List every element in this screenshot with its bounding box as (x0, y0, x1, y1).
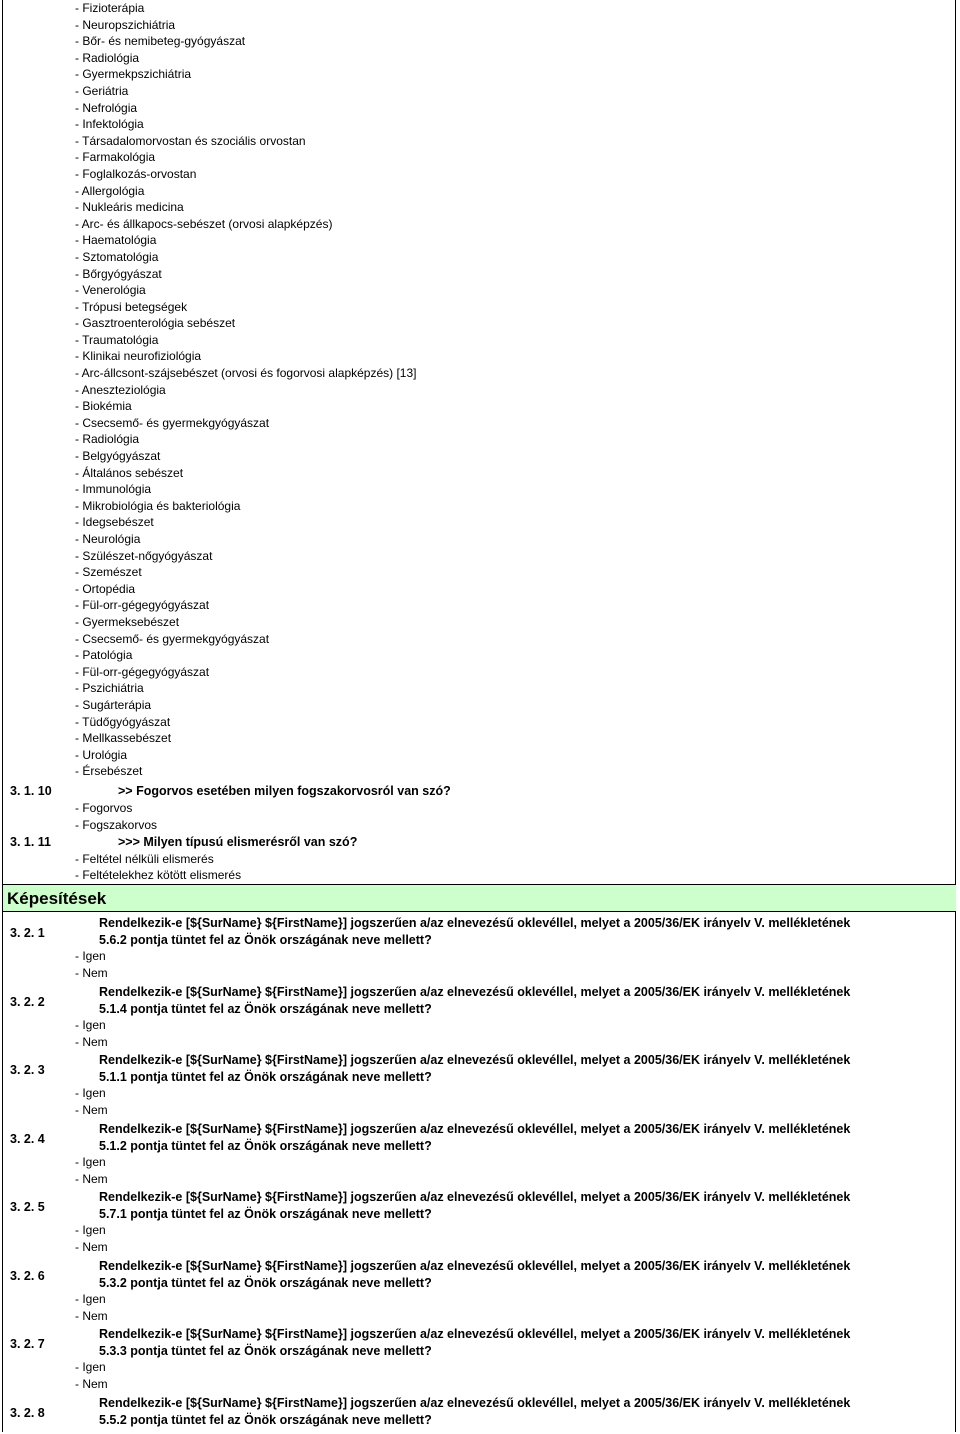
question-number: 3. 2. 4 (10, 1131, 45, 1146)
specialty-item[interactable]: - Mikrobiológia és bakteriológia (75, 498, 241, 513)
specialty-item[interactable]: - Fizioterápia (75, 1, 145, 15)
option-yes[interactable]: - Igen (75, 949, 106, 963)
specialty-item[interactable]: - Geriátria (75, 83, 129, 98)
option-no[interactable]: - Nem (75, 1103, 108, 1117)
specialty-item[interactable]: - Traumatológia (75, 332, 159, 347)
question-text (99, 1395, 949, 1429)
specialty-item[interactable]: - Belgyógyászat (75, 449, 161, 464)
specialty-item[interactable]: - Szemészet (75, 565, 142, 580)
question-3-1-11 (10, 835, 357, 849)
option-yes[interactable]: - Igen (75, 1223, 106, 1237)
specialty-item[interactable]: - Társadalomorvostan és szociális orvostan (75, 133, 306, 148)
specialty-item[interactable]: - Venerológia (75, 283, 146, 298)
question-text-line1: Rendelkezik-e [${SurName} ${FirstName}] jogszerűen a/az elnevezésű oklevéllel, melyet a 2005/36/EK irányelv V. mellékletének (99, 1053, 851, 1067)
question-number: 3. 2. 8 (10, 1405, 45, 1420)
specialty-item[interactable]: - Farmakológia (75, 150, 156, 165)
question-number: 3. 2. 1 (10, 926, 45, 940)
question-text (99, 915, 949, 949)
specialty-item[interactable]: - Gasztroenterológia sebészet (75, 316, 236, 331)
specialty-item[interactable]: - Idegsebészet (75, 515, 154, 530)
option-unconditional[interactable]: - Feltétel nélküli elismerés (75, 852, 214, 866)
question-text-line1: Rendelkezik-e [${SurName} ${FirstName}] jogszerűen a/az elnevezésű oklevéllel, melyet a 2005/36/EK irányelv V. mellékletének (99, 916, 851, 930)
question-text-line1: Rendelkezik-e [${SurName} ${FirstName}] jogszerűen a/az elnevezésű oklevéllel, melyet a 2005/36/EK irányelv V. mellékletének (99, 984, 851, 999)
specialty-item[interactable]: - Klinikai neurofiziológia (75, 349, 202, 364)
specialty-item[interactable]: - Trópusi betegségek (75, 299, 188, 314)
specialty-item[interactable]: - Ortopédia (75, 581, 136, 596)
question-number: 3. 2. 2 (10, 994, 45, 1009)
question-text-line1: Rendelkezik-e [${SurName} ${FirstName}] jogszerűen a/az elnevezésű oklevéllel, melyet a 2005/36/EK irányelv V. mellékletének (99, 1395, 851, 1410)
option-yes[interactable]: - Igen (75, 1360, 106, 1374)
specialty-item[interactable]: - Patológia (75, 648, 133, 663)
specialty-item[interactable]: - Haematológia (75, 233, 157, 248)
specialty-item[interactable]: - Urológia (75, 747, 128, 762)
specialty-item[interactable]: - Immunológia (75, 482, 152, 497)
question-text-line2: 5.1.1 pontja tüntet fel az Önök országának neve mellett? (99, 1070, 432, 1084)
question-text-line1: Rendelkezik-e [${SurName} ${FirstName}] jogszerűen a/az elnevezésű oklevéllel, melyet a 2005/36/EK irányelv V. mellékletének (99, 1190, 851, 1204)
specialty-item[interactable]: - Sugárterápia (75, 697, 152, 712)
question-text: >>> Milyen típusú elismerésről van szó? (118, 835, 358, 849)
question-number: 3. 2. 3 (10, 1063, 45, 1077)
specialty-item[interactable]: - Biokémia (75, 399, 132, 414)
option-fogorvos[interactable]: - Fogorvos (75, 801, 133, 815)
specialty-item[interactable]: - Aneszteziológia (75, 382, 166, 397)
specialty-item[interactable]: - Tüdőgyógyászat (75, 714, 171, 729)
question-text (99, 984, 949, 1018)
option-no[interactable]: - Nem (75, 1377, 108, 1391)
question-text-line1: Rendelkezik-e [${SurName} ${FirstName}] jogszerűen a/az elnevezésű oklevéllel, melyet a 2005/36/EK irányelv V. mellékletének (99, 1327, 851, 1341)
specialty-item[interactable]: - Sztomatológia (75, 249, 159, 264)
specialty-item[interactable]: - Csecsemő- és gyermekgyógyászat (75, 415, 270, 430)
question-text-line2: 5.6.2 pontja tüntet fel az Önök országának neve mellett? (99, 933, 432, 947)
specialty-item[interactable]: - Arc- és állkapocs-sebészet (orvosi alapképzés) (75, 216, 333, 231)
specialty-item[interactable]: - Bőrgyógyászat (75, 266, 162, 281)
question-text-line2: 5.1.4 pontja tüntet fel az Önök országának neve mellett? (99, 1001, 432, 1016)
question-text (99, 1258, 949, 1292)
question-number: 3. 2. 7 (10, 1337, 45, 1351)
option-no[interactable]: - Nem (75, 1240, 108, 1254)
specialty-item[interactable]: - Általános sebészet (75, 465, 184, 480)
question-text (99, 1326, 949, 1360)
specialty-item[interactable]: - Fül-orr-gégegyógyászat (75, 664, 210, 679)
specialty-item[interactable]: - Pszichiátria (75, 681, 144, 696)
specialty-item[interactable]: - Nukleáris medicina (75, 200, 184, 215)
specialty-item[interactable]: - Csecsemő- és gyermekgyógyászat (75, 631, 270, 646)
option-no[interactable]: - Nem (75, 1308, 108, 1323)
specialty-item[interactable]: - Fül-orr-gégegyógyászat (75, 598, 210, 613)
question-text-line1: Rendelkezik-e [${SurName} ${FirstName}] jogszerűen a/az elnevezésű oklevéllel, melyet a 2005/36/EK irányelv V. mellékletének (99, 1121, 851, 1136)
question-text (99, 1121, 949, 1155)
option-yes[interactable]: - Igen (75, 1154, 106, 1169)
specialty-item[interactable]: - Neurológia (75, 532, 141, 546)
specialty-item[interactable]: - Szülészet-nőgyógyászat (75, 548, 213, 563)
question-text-line1: Rendelkezik-e [${SurName} ${FirstName}] jogszerűen a/az elnevezésű oklevéllel, melyet a 2005/36/EK irányelv V. mellékletének (99, 1258, 851, 1273)
question-number: 3. 2. 6 (10, 1268, 45, 1283)
specialty-item[interactable]: - Infektológia (75, 117, 144, 132)
option-no[interactable]: - Nem (75, 966, 108, 980)
question-number: 3. 1. 11 (10, 835, 52, 849)
question-text-line2: 5.3.2 pontja tüntet fel az Önök országának neve mellett? (99, 1275, 432, 1290)
specialty-list (75, 0, 416, 780)
question-text-line2: 5.7.1 pontja tüntet fel az Önök országának neve mellett? (99, 1207, 432, 1221)
option-conditional[interactable]: - Feltételekhez kötött elismerés (75, 868, 242, 882)
option-no[interactable]: - Nem (75, 1171, 108, 1186)
option-yes[interactable]: - Igen (75, 1017, 106, 1032)
specialty-item[interactable]: - Gyermeksebészet (75, 614, 180, 629)
specialty-item[interactable]: - Mellkassebészet (75, 731, 172, 746)
question-text (99, 1052, 949, 1086)
specialty-item[interactable]: - Foglalkozás-orvostan (75, 166, 197, 181)
specialty-item[interactable]: - Gyermekpszichiátria (75, 67, 192, 82)
question-number: 3. 2. 5 (10, 1200, 45, 1214)
specialty-item[interactable]: - Érsebészet (75, 764, 143, 779)
question-text: >> Fogorvos esetében milyen fogszakorvosról van szó? (118, 784, 451, 798)
question-text-line2: 5.3.3 pontja tüntet fel az Önök országának neve mellett? (99, 1344, 432, 1358)
option-fogszakorvos[interactable]: - Fogszakorvos (75, 818, 158, 832)
question-3-1-10 (10, 784, 451, 798)
option-no[interactable]: - Nem (75, 1034, 108, 1049)
specialty-item[interactable]: - Arc-állcsont-szájsebészet (orvosi és fogorvosi alapképzés) [13] (75, 366, 417, 381)
question-text-line2: 5.1.2 pontja tüntet fel az Önök országának neve mellett? (99, 1138, 432, 1153)
specialty-item[interactable]: - Radiológia (75, 432, 140, 447)
specialty-item[interactable]: - Bőr- és nemibeteg-gyógyászat (75, 34, 246, 49)
section-title-qualifications: Képesítések (3, 884, 956, 912)
specialty-item[interactable]: - Neuropszichiátria (75, 17, 176, 32)
specialty-item[interactable]: - Nefrológia (75, 100, 138, 115)
question-text-line2: 5.5.2 pontja tüntet fel az Önök országának neve mellett? (99, 1412, 432, 1427)
specialty-item[interactable]: - Allergológia (75, 183, 145, 198)
option-yes[interactable]: - Igen (75, 1086, 106, 1100)
question-number: 3. 1. 10 (10, 784, 52, 798)
specialty-item[interactable]: - Radiológia (75, 50, 140, 65)
question-text (99, 1189, 949, 1223)
option-yes[interactable]: - Igen (75, 1291, 106, 1306)
